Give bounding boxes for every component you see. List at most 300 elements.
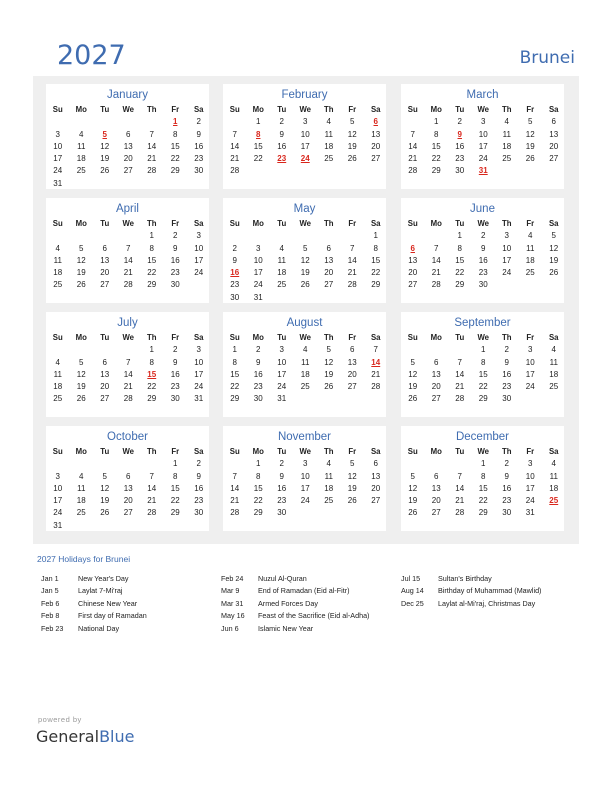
- day: 29: [147, 280, 157, 290]
- day: 16: [253, 369, 263, 379]
- day: 20: [371, 483, 381, 493]
- brand-blue: Blue: [99, 727, 135, 746]
- day: 11: [301, 357, 310, 367]
- day: 12: [100, 483, 110, 493]
- day: 17: [194, 255, 204, 265]
- day: 12: [76, 255, 86, 265]
- day: 14: [147, 141, 157, 151]
- day: 29: [371, 280, 381, 290]
- holiday-name: End of Ramadan (Eid al-Fitr): [258, 586, 350, 596]
- day: 6: [434, 471, 439, 481]
- day: 10: [525, 357, 535, 367]
- day: 11: [77, 483, 86, 493]
- day: 16: [170, 369, 180, 379]
- holiday-date: Feb 24: [221, 574, 244, 583]
- day: 28: [371, 382, 381, 392]
- day: 9: [504, 357, 509, 367]
- day: 5: [528, 117, 533, 127]
- day: 28: [147, 508, 157, 518]
- day: 14: [230, 483, 240, 493]
- holiday-date: Mar 9: [221, 586, 240, 596]
- holiday-row: [221, 585, 369, 597]
- day: 3: [481, 117, 486, 127]
- day: 31: [53, 520, 63, 530]
- day: 21: [230, 154, 240, 164]
- weekday-header: Mo: [75, 219, 87, 228]
- day: 13: [123, 141, 133, 151]
- day: 28: [230, 508, 240, 518]
- day: 26: [408, 394, 418, 404]
- holiday-day: 15: [147, 369, 157, 379]
- weekday-header: Tu: [100, 333, 110, 342]
- holiday-date: Aug 14: [401, 586, 424, 596]
- day: 13: [549, 129, 559, 139]
- day: 10: [502, 243, 512, 253]
- day: 27: [408, 280, 418, 290]
- day: 25: [300, 382, 310, 392]
- month-name: July: [117, 317, 138, 329]
- day: 27: [100, 394, 110, 404]
- blank-day: [247, 230, 271, 242]
- day: 15: [230, 369, 240, 379]
- holiday-column: [41, 573, 147, 635]
- blank-day: [140, 458, 164, 470]
- day: 12: [300, 255, 310, 265]
- weekday-header: Su: [52, 333, 63, 342]
- day: 24: [277, 382, 287, 392]
- weekday-header: Mo: [430, 105, 442, 114]
- day: 22: [478, 496, 488, 506]
- holiday-date: Mar 31: [221, 598, 244, 608]
- day: 7: [232, 129, 237, 139]
- day: 16: [277, 141, 287, 151]
- weekday-header: We: [477, 219, 490, 228]
- weekday-header: Th: [323, 333, 334, 342]
- day: 19: [408, 382, 418, 392]
- month-december: [401, 426, 564, 531]
- blank-day: [70, 344, 94, 356]
- weekday-header: Tu: [277, 219, 287, 228]
- holiday-name: Islamic New Year: [258, 623, 314, 633]
- day: 27: [100, 280, 110, 290]
- day: 2: [279, 459, 284, 469]
- day: 15: [431, 141, 441, 151]
- day: 31: [53, 178, 63, 188]
- weekday-header: Su: [229, 333, 240, 342]
- day: 9: [173, 357, 178, 367]
- day: 14: [123, 369, 133, 379]
- day: 1: [173, 459, 178, 469]
- day: 25: [277, 280, 287, 290]
- day: 23: [170, 268, 180, 278]
- blank-day: [117, 344, 141, 356]
- day: 27: [431, 508, 441, 518]
- day: 13: [371, 129, 381, 139]
- day: 19: [100, 154, 110, 164]
- blank-day: [425, 230, 449, 242]
- day: 2: [279, 117, 284, 127]
- weekday-header: Sa: [548, 219, 559, 228]
- day: 14: [431, 255, 441, 265]
- blank-day: [270, 230, 294, 242]
- weekday-header: Mo: [75, 105, 87, 114]
- blank-day: [117, 230, 141, 242]
- day: 1: [232, 345, 237, 355]
- holiday-row: [401, 573, 541, 585]
- day: 27: [371, 496, 381, 506]
- day: 4: [528, 231, 533, 241]
- country-name: Brunei: [519, 48, 575, 68]
- day: 12: [408, 483, 418, 493]
- day: 4: [326, 117, 331, 127]
- day: 28: [347, 280, 357, 290]
- day: 15: [253, 483, 263, 493]
- day: 3: [303, 117, 308, 127]
- day: 13: [324, 255, 334, 265]
- day: 12: [525, 129, 535, 139]
- holiday-date: Feb 8: [41, 611, 60, 621]
- day: 14: [408, 141, 418, 151]
- day: 16: [455, 141, 465, 151]
- weekday-header: Fr: [526, 447, 535, 456]
- brand-logo[interactable]: [36, 727, 134, 746]
- day: 7: [149, 129, 154, 139]
- month-days-grid: [401, 332, 566, 406]
- holidays-title: 2027 Holidays for Brunei: [37, 554, 131, 564]
- month-days-grid: [223, 104, 388, 178]
- weekday-header: Tu: [277, 105, 287, 114]
- day: 5: [350, 459, 355, 469]
- day: 21: [455, 496, 465, 506]
- blank-day: [93, 344, 117, 356]
- holiday-row: [221, 623, 369, 635]
- day: 15: [478, 483, 488, 493]
- month-days-grid: [401, 446, 566, 520]
- day: 13: [431, 483, 441, 493]
- weekday-header: Mo: [75, 333, 87, 342]
- day: 8: [173, 471, 178, 481]
- day: 30: [455, 166, 465, 176]
- day: 12: [100, 141, 110, 151]
- day: 17: [502, 255, 512, 265]
- weekday-header: Su: [229, 447, 240, 456]
- blank-day: [93, 458, 117, 470]
- day: 26: [408, 508, 418, 518]
- weekday-header: Th: [323, 219, 334, 228]
- day: 4: [55, 357, 60, 367]
- day: 9: [232, 255, 237, 265]
- weekday-header: Tu: [277, 333, 287, 342]
- holiday-column: [401, 573, 541, 610]
- weekday-header: Fr: [348, 105, 357, 114]
- weekday-header: Fr: [526, 333, 535, 342]
- weekday-header: Sa: [193, 219, 204, 228]
- day: 22: [253, 496, 263, 506]
- day: 23: [502, 496, 512, 506]
- month-name: November: [277, 431, 332, 443]
- blank-day: [223, 458, 247, 470]
- day: 3: [528, 345, 533, 355]
- holiday-day: 16: [230, 268, 240, 278]
- holiday-name: Birthday of Muhammad (Mawlid): [438, 586, 542, 596]
- month-november: [223, 426, 386, 531]
- day: 20: [100, 382, 110, 392]
- day: 10: [194, 243, 204, 253]
- day: 25: [525, 268, 535, 278]
- weekday-header: Sa: [548, 333, 559, 342]
- weekday-header: Fr: [348, 219, 357, 228]
- blank-day: [70, 230, 94, 242]
- day: 20: [123, 496, 133, 506]
- blank-day: [46, 230, 70, 242]
- blank-day: [223, 230, 247, 242]
- day: 29: [253, 508, 263, 518]
- month-september: [401, 312, 564, 417]
- weekday-header: Th: [146, 447, 157, 456]
- day: 21: [230, 496, 240, 506]
- holiday-day: 31: [478, 166, 488, 176]
- blank-day: [46, 116, 70, 128]
- day: 24: [194, 382, 204, 392]
- blank-day: [317, 230, 341, 242]
- day: 10: [53, 141, 63, 151]
- day: 26: [324, 382, 334, 392]
- day: 26: [300, 280, 310, 290]
- day: 22: [478, 382, 488, 392]
- holiday-date: Feb 6: [41, 598, 60, 608]
- day: 22: [371, 268, 381, 278]
- day: 3: [528, 459, 533, 469]
- day: 1: [481, 459, 486, 469]
- day: 17: [277, 369, 287, 379]
- day: 8: [173, 129, 178, 139]
- day: 22: [170, 496, 180, 506]
- day: 24: [525, 382, 535, 392]
- day: 24: [53, 508, 63, 518]
- day: 17: [53, 496, 63, 506]
- day: 3: [55, 129, 60, 139]
- day: 2: [256, 345, 261, 355]
- holiday-date: May 16: [221, 611, 245, 621]
- day: 29: [478, 508, 488, 518]
- day: 10: [478, 129, 488, 139]
- day: 22: [147, 268, 157, 278]
- day: 5: [79, 357, 84, 367]
- day: 2: [232, 243, 237, 253]
- day: 25: [76, 508, 86, 518]
- weekday-header: Tu: [100, 447, 110, 456]
- day: 28: [431, 280, 441, 290]
- day: 13: [100, 369, 110, 379]
- day: 9: [279, 129, 284, 139]
- day: 17: [194, 369, 204, 379]
- day: 24: [478, 154, 488, 164]
- day: 11: [277, 255, 286, 265]
- blank-day: [448, 344, 472, 356]
- day: 30: [277, 508, 287, 518]
- day: 14: [347, 255, 357, 265]
- month-days-grid: [46, 104, 211, 190]
- day: 10: [253, 255, 263, 265]
- holiday-row: [41, 585, 147, 597]
- day: 16: [170, 255, 180, 265]
- holiday-date: Feb 23: [41, 623, 64, 633]
- day: 12: [76, 369, 86, 379]
- blank-day: [70, 116, 94, 128]
- day: 4: [303, 345, 308, 355]
- blank-day: [140, 116, 164, 128]
- day: 16: [502, 369, 512, 379]
- month-name: March: [466, 89, 499, 101]
- holiday-name: Laylat al-Mi'raj, Christmas Day: [438, 598, 536, 608]
- day: 11: [502, 129, 511, 139]
- month-january: [46, 84, 209, 189]
- day: 28: [455, 394, 465, 404]
- day: 23: [170, 382, 180, 392]
- day: 14: [455, 483, 465, 493]
- weekday-header: Th: [146, 105, 157, 114]
- day: 1: [256, 459, 261, 469]
- day: 1: [149, 345, 154, 355]
- day: 7: [457, 471, 462, 481]
- day: 22: [431, 154, 441, 164]
- day: 17: [53, 154, 63, 164]
- weekday-header: Fr: [348, 447, 357, 456]
- day: 7: [232, 471, 237, 481]
- day: 25: [53, 280, 63, 290]
- day: 7: [410, 129, 415, 139]
- day: 28: [147, 166, 157, 176]
- weekday-header: Su: [229, 105, 240, 114]
- month-name: April: [115, 203, 139, 215]
- weekday-header: Su: [52, 447, 63, 456]
- day: 10: [53, 483, 63, 493]
- day: 19: [324, 369, 334, 379]
- holiday-date: Jan 1: [41, 574, 59, 583]
- day: 23: [478, 268, 488, 278]
- months-grid: [46, 84, 566, 536]
- day: 2: [173, 231, 178, 241]
- day: 11: [549, 471, 558, 481]
- day: 8: [149, 357, 154, 367]
- day: 30: [502, 394, 512, 404]
- day: 19: [300, 268, 310, 278]
- weekday-header: We: [122, 333, 135, 342]
- day: 15: [170, 483, 180, 493]
- day: 19: [76, 382, 86, 392]
- weekday-header: Th: [146, 219, 157, 228]
- day: 4: [504, 117, 509, 127]
- day: 12: [347, 471, 357, 481]
- day: 25: [324, 154, 334, 164]
- day: 14: [455, 369, 465, 379]
- day: 24: [53, 166, 63, 176]
- day: 4: [551, 345, 556, 355]
- day: 18: [53, 268, 63, 278]
- day: 19: [347, 141, 357, 151]
- month-august: [223, 312, 386, 417]
- day: 9: [481, 243, 486, 253]
- day: 10: [300, 129, 310, 139]
- calendar-year: 2027: [57, 40, 126, 71]
- day: 29: [431, 166, 441, 176]
- blank-day: [46, 344, 70, 356]
- day: 7: [126, 357, 131, 367]
- day: 24: [525, 496, 535, 506]
- day: 20: [324, 268, 334, 278]
- day: 3: [504, 231, 509, 241]
- day: 3: [196, 231, 201, 241]
- day: 3: [256, 243, 261, 253]
- day: 13: [408, 255, 418, 265]
- day: 24: [502, 268, 512, 278]
- weekday-header: We: [122, 447, 135, 456]
- holiday-row: [41, 573, 147, 585]
- weekday-header: Th: [146, 333, 157, 342]
- day: 17: [525, 369, 535, 379]
- day: 10: [194, 357, 204, 367]
- day: 5: [326, 345, 331, 355]
- weekday-header: We: [299, 219, 312, 228]
- weekday-header: Fr: [171, 219, 180, 228]
- day: 21: [123, 268, 133, 278]
- day: 20: [549, 141, 559, 151]
- day: 18: [53, 382, 63, 392]
- weekday-header: Sa: [548, 447, 559, 456]
- day: 30: [170, 394, 180, 404]
- day: 12: [549, 243, 559, 253]
- day: 17: [253, 268, 263, 278]
- weekday-header: Mo: [252, 105, 264, 114]
- month-days-grid: [401, 218, 566, 292]
- day: 8: [232, 357, 237, 367]
- weekday-header: Sa: [193, 447, 204, 456]
- holiday-row: [401, 585, 541, 597]
- day: 18: [502, 141, 512, 151]
- holiday-name: Armed Forces Day: [258, 598, 318, 608]
- month-name: January: [107, 89, 148, 101]
- month-name: May: [293, 203, 316, 215]
- month-june: [401, 198, 564, 303]
- month-name: February: [281, 89, 328, 101]
- day: 6: [102, 357, 107, 367]
- day: 15: [371, 255, 381, 265]
- month-april: [46, 198, 209, 303]
- weekday-header: We: [299, 105, 312, 114]
- day: 8: [481, 357, 486, 367]
- weekday-header: Mo: [252, 447, 264, 456]
- day: 29: [455, 280, 465, 290]
- day: 18: [549, 483, 559, 493]
- day: 10: [277, 357, 287, 367]
- day: 11: [77, 141, 86, 151]
- day: 13: [100, 255, 110, 265]
- weekday-header: Sa: [548, 105, 559, 114]
- weekday-header: Fr: [526, 105, 535, 114]
- day: 31: [277, 394, 287, 404]
- day: 6: [126, 129, 131, 139]
- day: 9: [256, 357, 261, 367]
- day: 23: [194, 154, 204, 164]
- day: 20: [123, 154, 133, 164]
- weekday-header: We: [477, 105, 490, 114]
- day: 27: [549, 154, 559, 164]
- day: 21: [147, 496, 157, 506]
- day: 25: [549, 382, 559, 392]
- weekday-header: Fr: [171, 105, 180, 114]
- day: 26: [100, 166, 110, 176]
- day: 4: [79, 471, 84, 481]
